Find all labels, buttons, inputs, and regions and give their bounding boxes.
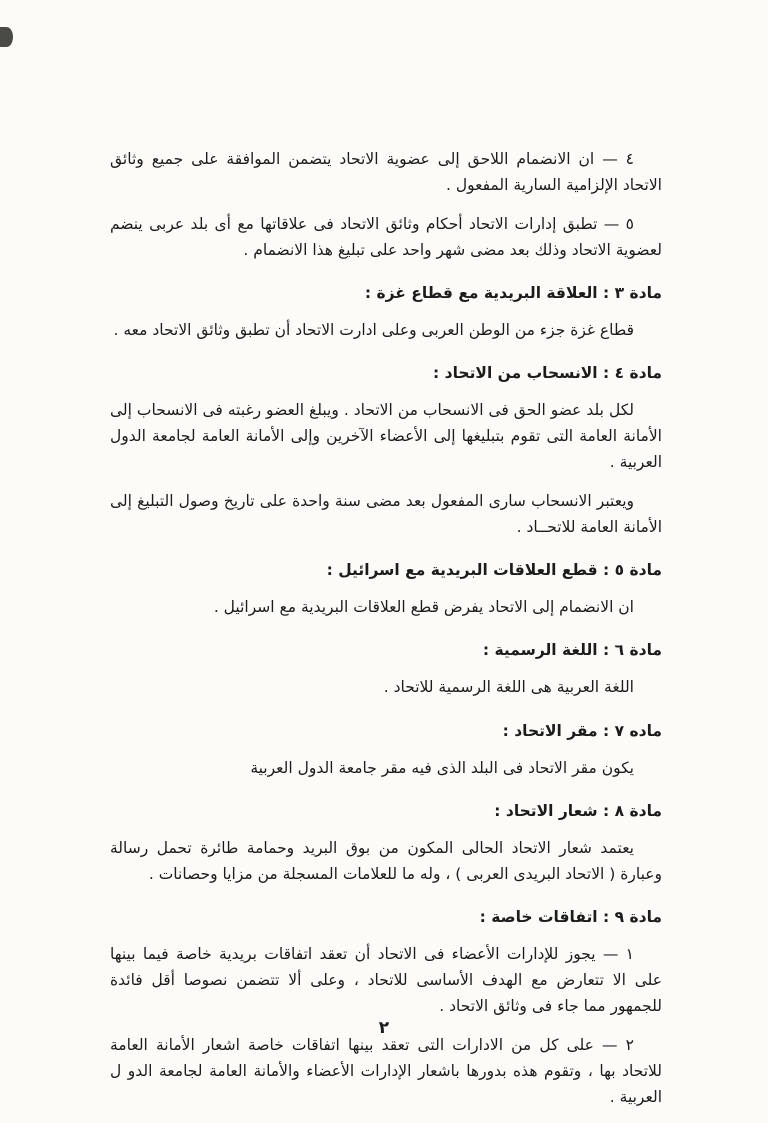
article-4-body-2: ويعتبر الانسحاب سارى المفعول بعد مضى سنة واحدة على تاريخ وصول التبليغ إلى الأمانة العامة للاتحــاد . [110, 492, 662, 537]
article-9-heading: مادة ٩ : اتفاقات خاصة : [479, 907, 662, 926]
document-body [110, 146, 662, 1123]
article-6-body: اللغة العربية هى اللغة الرسمية للاتحاد . [383, 678, 634, 697]
article-3-body: قطاع غزة جزء من الوطن العربى وعلى ادارت الاتحاد أن تطبق وثائق الاتحاد معه . [113, 321, 634, 340]
article-9-body-2: ٢ — على كل من الادارات التى تعقد بينها اتفاقات خاصة اشعار الأمانة العامة للاتحاد بها ، وتقوم هذه بدورها باشعار الإدارات الأعضاء والأمانة العامة لجامعة الدو ل العربية . [110, 1035, 662, 1106]
article-4-body-1: لكل بلد عضو الحق فى الانسحاب من الاتحاد . ويبلغ العضو رغبته فى الانسحاب إلى الأمانة العامة التى تقوم بتبليغها إلى الأعضاء الآخرين وإلى الأمانة العامة لجامعة الدول العربية . [110, 401, 662, 472]
article-8-heading: مادة ٨ : شعار الاتحاد : [494, 801, 662, 820]
article-5-body: ان الانضمام إلى الاتحاد يفرض قطع العلاقات البريدية مع اسرائيل . [213, 598, 634, 617]
article-7-heading: ماده ٧ : مقر الاتحاد : [502, 721, 662, 740]
article-6-heading: مادة ٦ : اللغة الرسمية : [482, 641, 662, 660]
clause-4-paragraph: ٤ — ان الانضمام اللاحق إلى عضوية الاتحاد يتضمن الموافقة على جميع وثائق الاتحاد الإلزامية السارية المفعول . [110, 150, 662, 195]
article-5-heading: مادة ٥ : قطع العلاقات البريدية مع اسرائيل : [326, 561, 662, 580]
article-7-body: يكون مقر الاتحاد فى البلد الذى فيه مقر جامعة الدول العربية [250, 758, 634, 777]
clause-5-paragraph: ٥ — تطبق إدارات الاتحاد أحكام وثائق الاتحاد فى علاقاتها مع أى بلد عربى ينضم لعضوية الاتحاد وذلك بعد مضى شهر واحد على تبليغ هذا الانضمام . [110, 215, 662, 260]
article-8-body: يعتمد شعار الاتحاد الحالى المكون من بوق البريد وحمامة طائرة تحمل رسالة وعبارة ( الاتحاد البريدى العربى ) ، وله ما للعلامات المسجلة من مزايا وحصانات . [110, 838, 662, 883]
page-number: ٢ [378, 1018, 390, 1038]
article-9-body-1: ١ — يجوز للإدارات الأعضاء فى الاتحاد أن تعقد اتفاقات بريدية خاصة فيما بينها على الا تتعارض مع الهدف الأساسى للاتحاد ، وعلى ألا تتضمن نصوصا أقل فائدة للجمهور مما جاء فى وثائق الاتحاد . [110, 944, 662, 1015]
scan-artifact-mark [0, 27, 13, 47]
article-3-heading: مادة ٣ : العلاقة البريدية مع قطاع غزة : [364, 284, 662, 303]
article-4-heading: مادة ٤ : الانسحاب من الاتحاد : [433, 364, 662, 383]
